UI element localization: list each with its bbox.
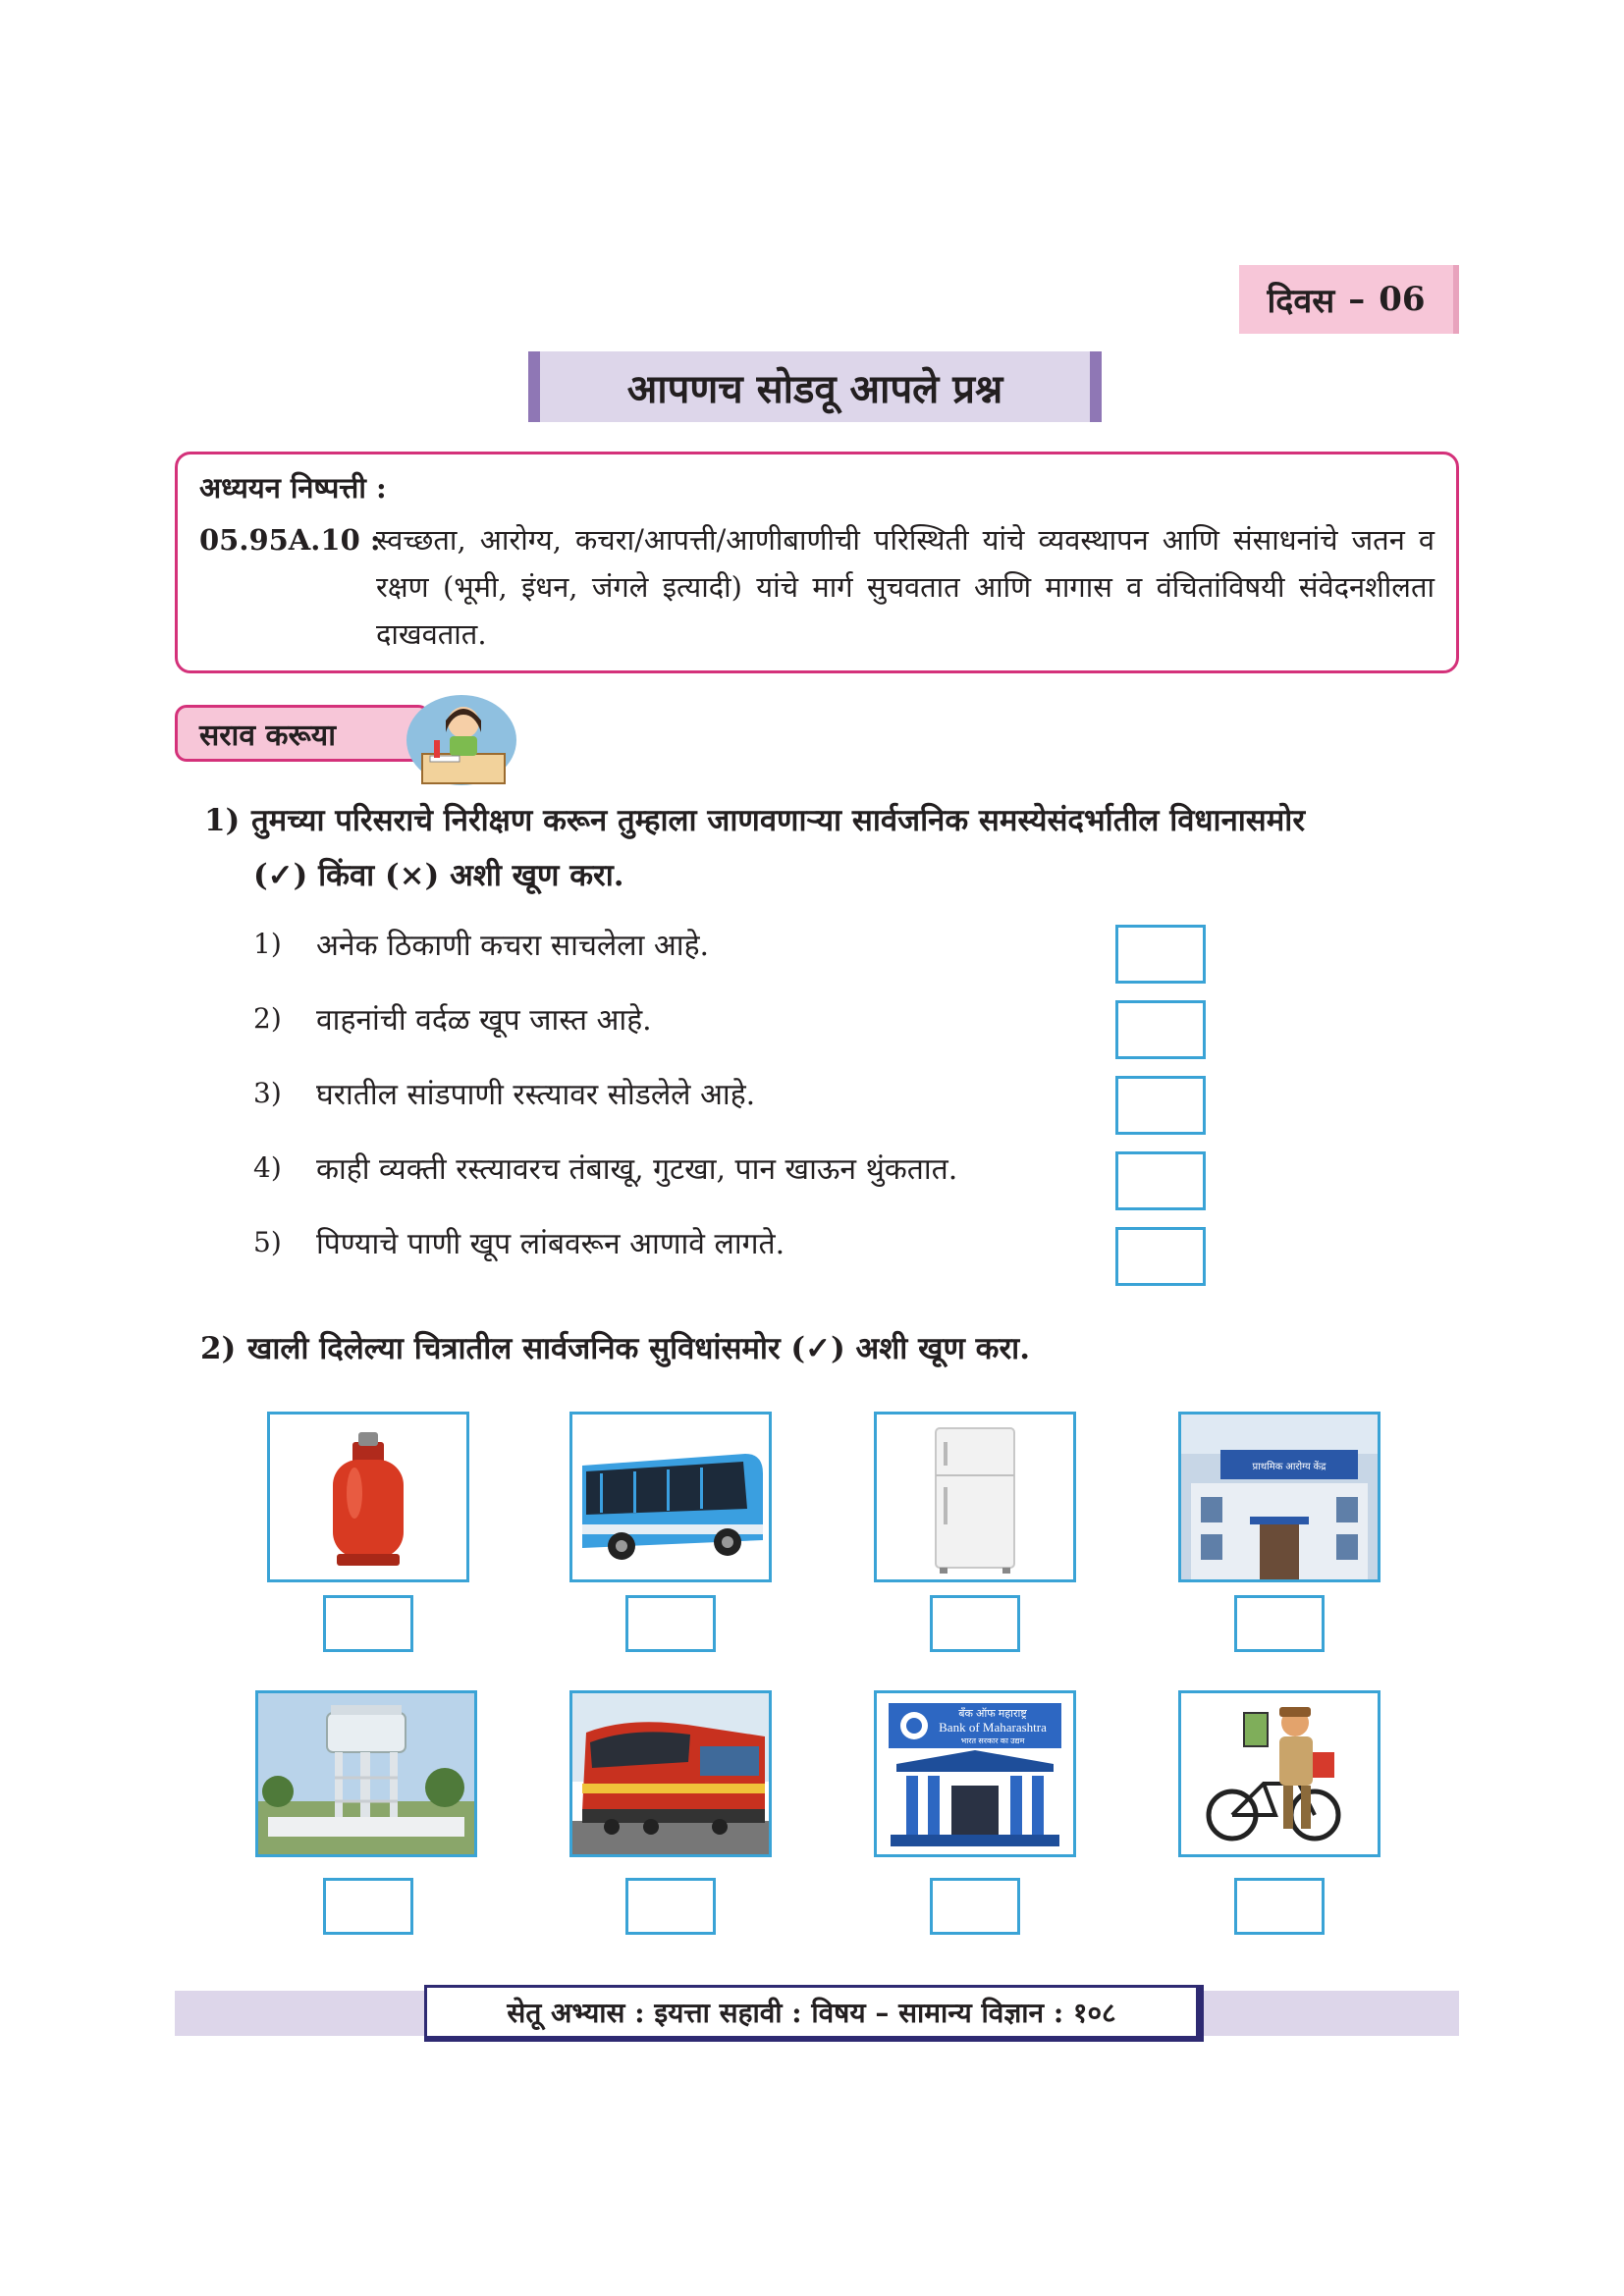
- bank-building-icon: [877, 1693, 1073, 1854]
- item-number: 4): [253, 1150, 282, 1184]
- footer-text: सेतू अभ्यास : इयत्ता सहावी : विषय – सामान्य विज्ञान : १०८: [507, 1996, 1116, 2029]
- page-footer: [424, 1985, 1204, 2042]
- list-item: [253, 1062, 1216, 1123]
- health-center-sign: प्राथमिक आरोग्य केंद्र: [1252, 1462, 1326, 1472]
- learning-outcome-box: [175, 452, 1459, 673]
- question-1-number: 1): [204, 803, 241, 838]
- image-answer-box-2[interactable]: [625, 1595, 716, 1652]
- image-answer-box-3[interactable]: [930, 1595, 1020, 1652]
- list-item: [253, 988, 1216, 1048]
- question-1-text-line1: तुमच्या परिसराचे निरीक्षण करून तुम्हाला जाणवणाऱ्या सार्वजनिक समस्येसंदर्भातील विधानासमोर: [251, 803, 1306, 838]
- item-text: घरातील सांडपाणी रस्त्यावर सोडलेले आहे.: [316, 1077, 756, 1112]
- day-dash: –: [1348, 280, 1366, 319]
- list-item: [253, 1211, 1216, 1272]
- page-title: [528, 351, 1102, 422]
- image-answer-box-8[interactable]: [1234, 1878, 1325, 1935]
- day-label: दिवस: [1267, 282, 1335, 321]
- answer-box-5[interactable]: [1115, 1227, 1206, 1286]
- question-1-items: [253, 913, 1216, 1272]
- image-frame: [569, 1690, 772, 1857]
- image-frame: [1178, 1412, 1380, 1582]
- outcome-code: 05.95A.10 :: [199, 523, 381, 557]
- image-answer-box-1[interactable]: [323, 1595, 413, 1652]
- day-badge: [1239, 265, 1459, 334]
- bus-icon: [572, 1415, 769, 1579]
- answer-box-3[interactable]: [1115, 1076, 1206, 1135]
- bank-sign-marathi: बँक ऑफ महाराष्ट्र: [958, 1708, 1027, 1720]
- item-text: पिण्याचे पाणी खूप लांबवरून आणावे लागते.: [316, 1226, 785, 1261]
- item-number: 5): [253, 1225, 282, 1258]
- item-text: अनेक ठिकाणी कचरा साचलेला आहे.: [316, 928, 710, 963]
- image-frame: [255, 1690, 477, 1857]
- girl-studying-icon: [401, 693, 518, 787]
- list-item: [253, 1137, 1216, 1198]
- image-answer-box-4[interactable]: [1234, 1595, 1325, 1652]
- image-answer-box-6[interactable]: [625, 1878, 716, 1935]
- item-number: 3): [253, 1076, 282, 1109]
- list-item: [253, 913, 1216, 974]
- outcome-row: [199, 516, 1435, 658]
- refrigerator-icon: [877, 1415, 1073, 1579]
- outcome-text: स्वच्छता, आरोग्य, कचरा/आपत्ती/आणीबाणीची परिस्थिती यांचे व्यवस्थापन आणि संसाधनांचे जतन व रक्षण (भूमी, इंधन, जंगले इत्यादी) यांचे मार्ग सुचवतात आणि मागास व वंचितांविषयी संवेदनशीलता दाखवतात.: [376, 523, 1435, 651]
- bank-sign-english: Bank of Maharashtra: [939, 1720, 1047, 1735]
- image-answer-box-7[interactable]: [930, 1878, 1020, 1935]
- image-frame: [1178, 1690, 1380, 1857]
- question-1: [204, 793, 1461, 903]
- bank-sign-tagline: भारत सरकार का उद्यम: [960, 1736, 1025, 1745]
- item-number: 1): [253, 927, 282, 960]
- image-frame: [874, 1690, 1076, 1857]
- question-2-number: 2): [200, 1331, 237, 1366]
- practice-section-label: [175, 705, 430, 762]
- gas-cylinder-icon: [270, 1415, 466, 1579]
- postman-bicycle-icon: [1181, 1693, 1378, 1854]
- question-1-text-line2: (✓) किंवा (×) अशी खूण करा.: [253, 858, 624, 893]
- health-center-building-icon: [1181, 1415, 1378, 1579]
- answer-box-4[interactable]: [1115, 1151, 1206, 1210]
- page-title-text: आपणच सोडवू आपले प्रश्न: [626, 365, 1003, 412]
- item-text: वाहनांची वर्दळ खूप जास्त आहे.: [316, 1002, 652, 1038]
- answer-box-2[interactable]: [1115, 1000, 1206, 1059]
- day-number: 06: [1379, 280, 1426, 319]
- practice-label: सराव करूया: [199, 718, 336, 753]
- image-frame: [267, 1412, 469, 1582]
- image-frame: [569, 1412, 772, 1582]
- outcome-label: अध्ययन निष्पत्ती :: [199, 471, 387, 505]
- item-number: 2): [253, 1001, 282, 1035]
- train-icon: [572, 1693, 769, 1854]
- item-text: काही व्यक्ती रस्त्यावरच तंबाखू, गुटखा, पान खाऊन थुंकतात.: [316, 1151, 958, 1187]
- image-frame: [874, 1412, 1076, 1582]
- image-answer-box-5[interactable]: [323, 1878, 413, 1935]
- answer-box-1[interactable]: [1115, 925, 1206, 984]
- question-2-text: खाली दिलेल्या चित्रातील सार्वजनिक सुविधांसमोर (✓) अशी खूण करा.: [247, 1331, 1030, 1366]
- water-tank-icon: [258, 1693, 474, 1854]
- question-2: [200, 1321, 1457, 1376]
